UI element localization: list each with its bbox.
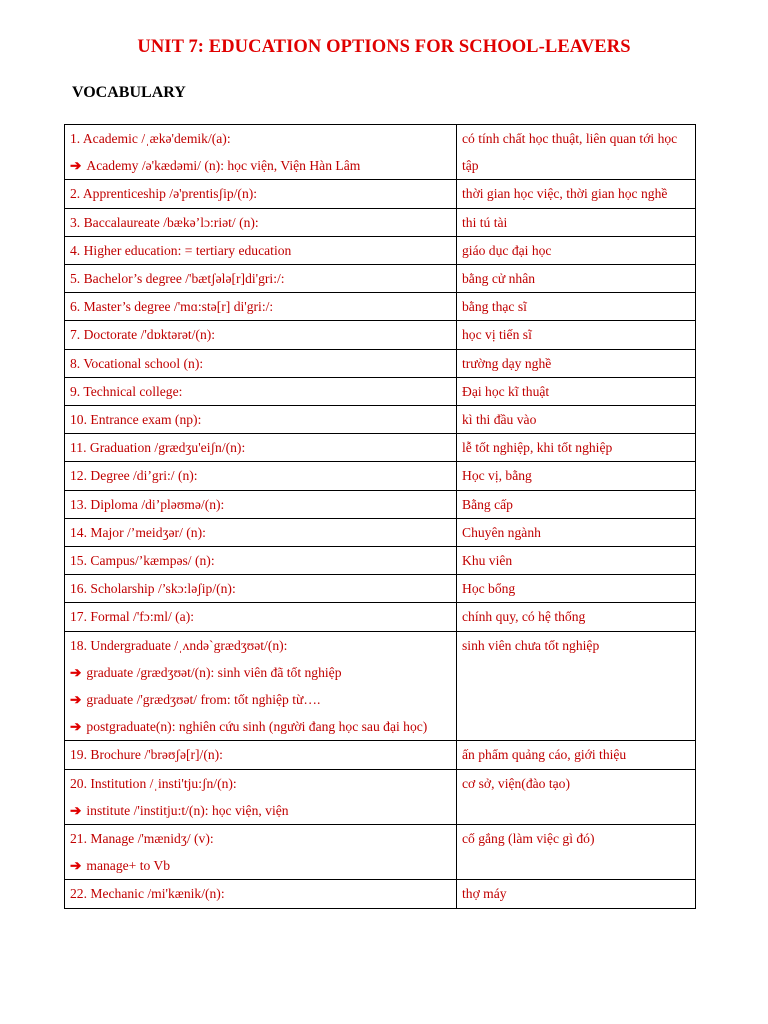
term-text: 4. Higher education: = tertiary education	[70, 242, 292, 258]
term-cell	[65, 208, 457, 236]
term-line	[70, 237, 451, 264]
related-word-line	[70, 713, 451, 740]
term-text: 3. Baccalaureate /bækə’lɔ:riət/ (n):	[70, 214, 259, 230]
term-line	[70, 825, 451, 852]
vocab-row	[65, 377, 696, 405]
term-text: 18. Undergraduate /ˌʌndə`grædʒʊət/(n):	[70, 637, 288, 653]
term-cell	[65, 631, 457, 741]
meaning-cell: giáo dục đại học	[457, 236, 696, 264]
meaning-cell: có tính chất học thuật, liên quan tới học tập	[457, 125, 696, 180]
term-text: graduate /grædʒʊət/(n): sinh viên đã tốt nghiệp	[86, 664, 342, 680]
vocab-row	[65, 631, 696, 741]
term-cell	[65, 125, 457, 180]
vocab-row	[65, 321, 696, 349]
term-line	[70, 491, 451, 518]
term-text: 17. Formal /'fɔ:ml/ (a):	[70, 609, 195, 625]
meaning-cell: thi tú tài	[457, 208, 696, 236]
vocab-row	[65, 603, 696, 631]
meaning-cell: học vị tiến sĩ	[457, 321, 696, 349]
meaning-cell: chính quy, có hệ thống	[457, 603, 696, 631]
vocab-row	[65, 490, 696, 518]
meaning-cell: Học vị, bằng	[457, 462, 696, 490]
term-line	[70, 125, 451, 152]
right-arrow-icon: ➔	[70, 158, 82, 174]
vocab-row	[65, 208, 696, 236]
vocab-row	[65, 547, 696, 575]
term-line	[70, 462, 451, 489]
term-text: 12. Degree /di’gri:/ (n):	[70, 468, 198, 484]
term-text: 22. Mechanic /mi'kænik/(n):	[70, 886, 225, 902]
related-word-line	[70, 852, 451, 879]
vocab-row	[65, 518, 696, 546]
meaning-cell: bằng cử nhân	[457, 265, 696, 293]
term-line	[70, 741, 451, 768]
vocab-row	[65, 575, 696, 603]
related-word-line	[70, 152, 451, 179]
term-cell	[65, 377, 457, 405]
vocab-row	[65, 434, 696, 462]
term-text: 8. Vocational school (n):	[70, 355, 204, 371]
vocabulary-table	[64, 124, 696, 909]
term-text: 10. Entrance exam (np):	[70, 412, 202, 428]
meaning-cell: Khu viên	[457, 547, 696, 575]
meaning-cell: Chuyên ngành	[457, 518, 696, 546]
term-line	[70, 350, 451, 377]
term-cell	[65, 575, 457, 603]
vocab-row	[65, 236, 696, 264]
term-line	[70, 293, 451, 320]
term-line	[70, 265, 451, 292]
term-text: Academy /ə'kædəmi/ (n): học viện, Viện Hàn Lâm	[86, 158, 361, 174]
term-line	[70, 575, 451, 602]
term-cell	[65, 825, 457, 880]
right-arrow-icon: ➔	[70, 719, 82, 735]
term-text: 2. Apprenticeship /ə'prentisʃip/(n):	[70, 186, 258, 202]
term-cell	[65, 547, 457, 575]
vocab-row	[65, 741, 696, 769]
term-text: 7. Doctorate /'dɒktərət/(n):	[70, 327, 216, 343]
term-cell	[65, 349, 457, 377]
term-cell	[65, 462, 457, 490]
right-arrow-icon: ➔	[70, 802, 82, 818]
term-text: institute /'institju:t/(n): học viện, viện	[86, 802, 289, 818]
term-text: 16. Scholarship /’skɔ:ləʃip/(n):	[70, 581, 236, 597]
term-cell	[65, 236, 457, 264]
vocab-row	[65, 769, 696, 824]
term-cell	[65, 406, 457, 434]
term-line	[70, 209, 451, 236]
term-cell	[65, 293, 457, 321]
term-cell	[65, 603, 457, 631]
vocab-row	[65, 265, 696, 293]
vocab-row	[65, 462, 696, 490]
term-line	[70, 632, 451, 659]
term-text: 9. Technical college:	[70, 383, 183, 399]
term-cell	[65, 880, 457, 908]
meaning-cell: kì thi đầu vào	[457, 406, 696, 434]
meaning-cell: bằng thạc sĩ	[457, 293, 696, 321]
term-text: postgraduate(n): nghiên cứu sinh (người đang học sau đại học)	[86, 719, 428, 735]
meaning-cell: thời gian học việc, thời gian học nghề	[457, 180, 696, 208]
vocab-row	[65, 180, 696, 208]
term-line	[70, 180, 451, 207]
term-text: 20. Institution /ˌinsti'tju:ʃn/(n):	[70, 775, 237, 791]
term-line	[70, 880, 451, 907]
related-word-line	[70, 686, 451, 713]
right-arrow-icon: ➔	[70, 858, 82, 874]
vocab-row	[65, 293, 696, 321]
right-arrow-icon: ➔	[70, 664, 82, 680]
term-text: 6. Master’s degree /'mɑ:stə[r] di'gri:/:	[70, 299, 274, 315]
term-text: graduate /'grædʒʊət/ from: tốt nghiệp từ….	[86, 692, 321, 708]
meaning-cell: thợ máy	[457, 880, 696, 908]
related-word-line	[70, 659, 451, 686]
term-text: 1. Academic /ˌækə'demik/(a):	[70, 131, 231, 146]
term-cell	[65, 490, 457, 518]
right-arrow-icon: ➔	[70, 692, 82, 708]
term-line	[70, 603, 451, 630]
term-line	[70, 770, 451, 797]
vocab-row	[65, 825, 696, 880]
term-line	[70, 434, 451, 461]
meaning-cell: Đại học kĩ thuật	[457, 377, 696, 405]
vocab-row	[65, 406, 696, 434]
meaning-cell: trường dạy nghề	[457, 349, 696, 377]
term-cell	[65, 180, 457, 208]
meaning-cell: Học bổng	[457, 575, 696, 603]
meaning-cell: sinh viên chưa tốt nghiệp	[457, 631, 696, 741]
term-cell	[65, 434, 457, 462]
term-line	[70, 321, 451, 348]
term-cell	[65, 321, 457, 349]
term-text: 13. Diploma /di’pləʊmə/(n):	[70, 496, 225, 512]
term-text: 11. Graduation /grædʒu'eiʃn/(n):	[70, 440, 246, 456]
term-line	[70, 547, 451, 574]
section-heading: VOCABULARY	[72, 84, 186, 101]
term-text: 19. Brochure /'brəʊʃə[r]/(n):	[70, 747, 223, 763]
term-line	[70, 519, 451, 546]
meaning-cell: cơ sở, viện(đào tạo)	[457, 769, 696, 824]
meaning-cell: Bằng cấp	[457, 490, 696, 518]
term-cell	[65, 741, 457, 769]
term-cell	[65, 769, 457, 824]
vocab-row	[65, 880, 696, 908]
document-title: UNIT 7: EDUCATION OPTIONS FOR SCHOOL-LEAVERS	[137, 37, 631, 57]
term-cell	[65, 265, 457, 293]
term-cell	[65, 518, 457, 546]
term-line	[70, 406, 451, 433]
related-word-line	[70, 797, 451, 824]
vocab-row	[65, 125, 696, 180]
term-text: 5. Bachelor’s degree /'bætʃələ[r]di'gri:/:	[70, 271, 285, 287]
term-text: manage+ to Vb	[86, 858, 171, 874]
term-text: 15. Campus/’kæmpəs/ (n):	[70, 553, 215, 569]
vocab-row	[65, 349, 696, 377]
meaning-cell: lễ tốt nghiệp, khi tốt nghiệp	[457, 434, 696, 462]
term-line	[70, 378, 451, 405]
meaning-cell: cố gắng (làm việc gì đó)	[457, 825, 696, 880]
term-text: 21. Manage /'mænidʒ/ (v):	[70, 831, 214, 847]
meaning-cell: ấn phẩm quảng cáo, giới thiệu	[457, 741, 696, 769]
term-text: 14. Major /’meidʒər/ (n):	[70, 524, 206, 540]
